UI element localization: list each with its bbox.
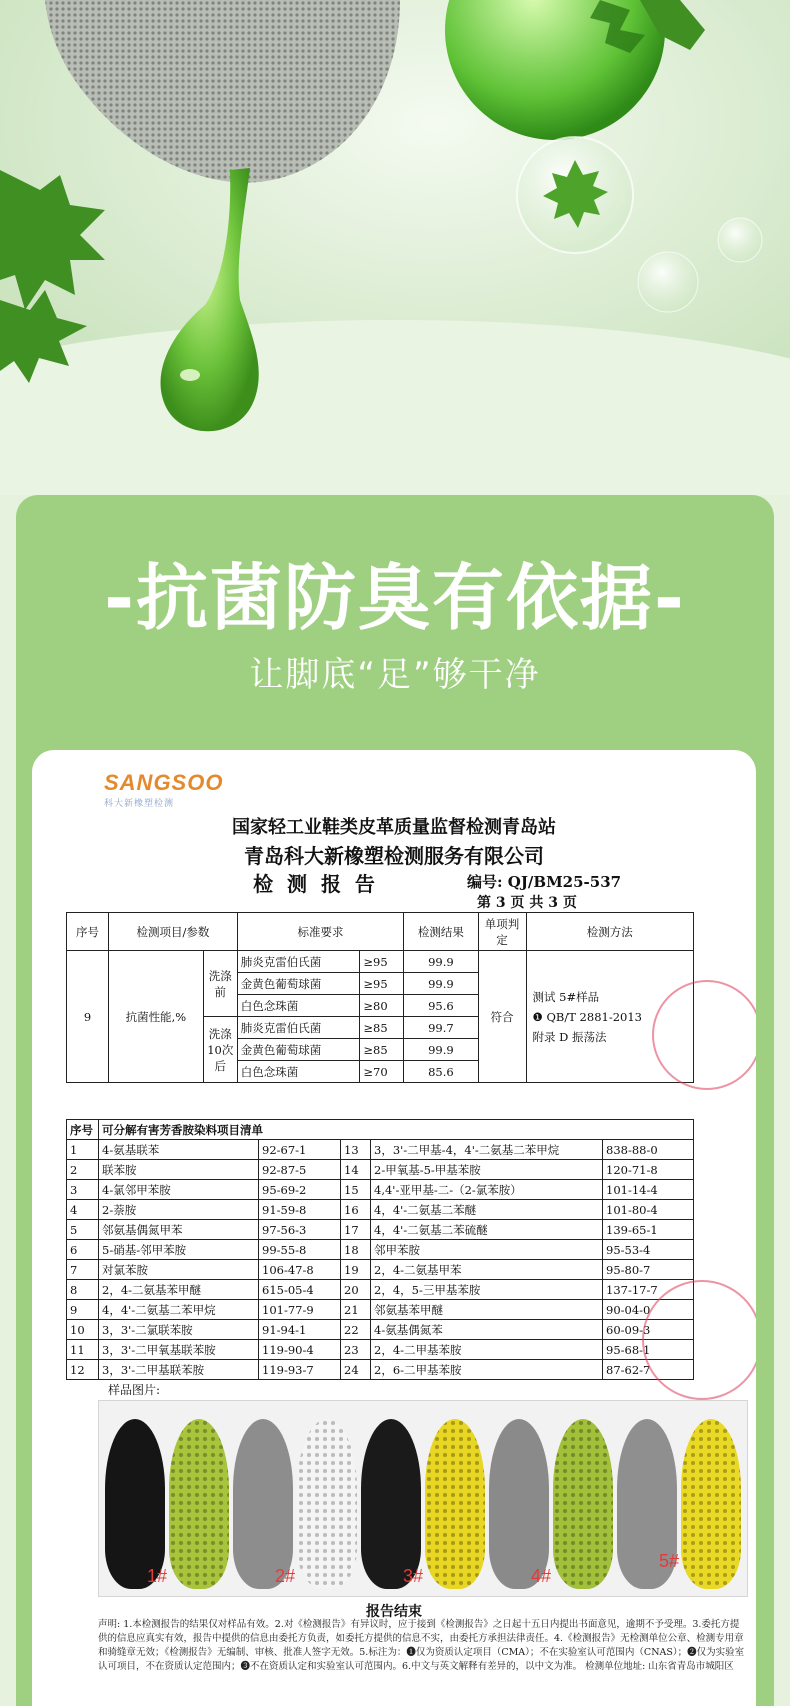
doc-title: 检 测 报 告 — [253, 872, 375, 896]
cell-seq: 17 — [341, 1220, 371, 1240]
table-row — [67, 1180, 694, 1200]
cell-cas: 119-90-4 — [259, 1340, 341, 1360]
th-requirement: 标准要求 — [237, 913, 403, 951]
cell-name: 邻甲苯胺 — [371, 1240, 603, 1260]
cell-seq: 23 — [341, 1340, 371, 1360]
cell-seq: 22 — [341, 1320, 371, 1340]
cell-cas: 106-47-8 — [259, 1260, 341, 1280]
cell-cas: 101-14-4 — [603, 1180, 694, 1200]
cell-name: 联苯胺 — [99, 1160, 259, 1180]
cell-result: 99.9 — [404, 973, 478, 995]
cell-cas: 95-53-4 — [603, 1240, 694, 1260]
cell-cas: 120-71-8 — [603, 1160, 694, 1180]
t2-header-seq: 序号 — [67, 1120, 99, 1140]
cell-name: 4，4'-二氨基二苯醚 — [371, 1200, 603, 1220]
insole-black-1 — [105, 1419, 168, 1589]
insole-yellow-2 — [681, 1419, 741, 1589]
cell-judgement: 符合 — [478, 951, 526, 1083]
table-row — [67, 1240, 694, 1260]
cell-seq: 18 — [341, 1240, 371, 1260]
method-line-3: 附录 D 振荡法 — [532, 1029, 607, 1044]
insole-grey-2 — [489, 1419, 552, 1589]
insole-green-1 — [169, 1419, 229, 1589]
cell-result: 99.9 — [404, 1039, 478, 1061]
cell-seq: 7 — [67, 1260, 99, 1280]
cell-seq: 9 — [67, 951, 109, 1083]
cell-organism: 肺炎克雷伯氏菌 — [237, 951, 360, 973]
hero-illustration — [0, 0, 790, 495]
sample-photo — [98, 1400, 748, 1597]
headline-title: -抗菌防臭有依据- — [104, 556, 686, 640]
th-result: 检测结果 — [404, 913, 478, 951]
cell-seq: 5 — [67, 1220, 99, 1240]
cell-name: 4,4'-亚甲基-二-（2-氯苯胺） — [371, 1180, 603, 1200]
report-end: 报告结束 — [366, 1604, 422, 1620]
cell-seq: 16 — [341, 1200, 371, 1220]
table-row — [67, 1320, 694, 1340]
cell-result: 99.7 — [404, 1017, 478, 1039]
cell-name: 3，3'-二氯联苯胺 — [99, 1320, 259, 1340]
cell-seq: 19 — [341, 1260, 371, 1280]
table-row — [67, 1300, 694, 1320]
sample-label: 样品图片: — [108, 1383, 161, 1397]
cell-name: 2，4-二甲基苯胺 — [371, 1340, 603, 1360]
cell-name: 2-甲氧基-5-甲基苯胺 — [371, 1160, 603, 1180]
cell-req: ≥95 — [360, 951, 404, 973]
cell-cas: 92-67-1 — [259, 1140, 341, 1160]
cell-req: ≥80 — [360, 995, 404, 1017]
table-row — [67, 1360, 694, 1380]
cell-seq: 24 — [341, 1360, 371, 1380]
logo-wordmark: SANGSOO — [104, 770, 224, 795]
red-seal-stamp-2 — [642, 1280, 756, 1400]
sample-number-2: 2# — [275, 1566, 296, 1586]
cell-seq: 14 — [341, 1160, 371, 1180]
cell-name: 3，3'-二甲基-4，4'-二氨基二苯甲烷 — [371, 1140, 603, 1160]
table-row — [67, 1280, 694, 1300]
cell-req: ≥70 — [360, 1061, 404, 1083]
cell-cas: 95-68-1 — [603, 1340, 694, 1360]
cell-req: ≥85 — [360, 1017, 404, 1039]
test-report-card — [32, 750, 756, 1706]
cell-name: 邻氨基偶氮甲苯 — [99, 1220, 259, 1240]
th-seq: 序号 — [67, 913, 109, 951]
cell-seq: 1 — [67, 1140, 99, 1160]
insole-black-2 — [361, 1419, 424, 1589]
cell-cas: 91-94-1 — [259, 1320, 341, 1340]
cell-cas: 838-88-0 — [603, 1140, 694, 1160]
cell-cas: 119-93-7 — [259, 1360, 341, 1380]
cell-seq: 20 — [341, 1280, 371, 1300]
company-logo — [104, 770, 224, 809]
org-line-2: 青岛科大新橡塑检测服务有限公司 — [244, 844, 544, 868]
cell-req: ≥85 — [360, 1039, 404, 1061]
cell-cas: 90-04-0 — [603, 1300, 694, 1320]
cell-seq: 11 — [67, 1340, 99, 1360]
cell-name: 2，4-二氨基苯甲醚 — [99, 1280, 259, 1300]
cell-organism: 白色念珠菌 — [237, 995, 360, 1017]
org-line-1: 国家轻工业鞋类皮革质量监督检测青岛站 — [232, 817, 556, 838]
table-row — [67, 1340, 694, 1360]
sample-number-3: 3# — [403, 1566, 424, 1586]
cell-cas: 97-56-3 — [259, 1220, 341, 1240]
cell-seq: 15 — [341, 1180, 371, 1200]
th-method: 检测方法 — [526, 913, 693, 951]
cell-result: 95.6 — [404, 995, 478, 1017]
cell-seq: 12 — [67, 1360, 99, 1380]
th-judgement: 单项判定 — [478, 913, 526, 951]
cell-seq: 2 — [67, 1160, 99, 1180]
cell-name: 邻氨基苯甲醚 — [371, 1300, 603, 1320]
table-row — [67, 1160, 694, 1180]
t2-header-title: 可分解有害芳香胺染料项目清单 — [99, 1120, 694, 1140]
insole-yellow-1 — [425, 1419, 485, 1589]
cell-name: 3，3'-二甲基联苯胺 — [99, 1360, 259, 1380]
cell-name: 4，4'-二氨基二苯甲烷 — [99, 1300, 259, 1320]
hero-banner — [0, 0, 790, 495]
cell-seq: 13 — [341, 1140, 371, 1160]
cell-result: 99.9 — [404, 951, 478, 973]
cell-cas: 99-55-8 — [259, 1240, 341, 1260]
cell-seq: 9 — [67, 1300, 99, 1320]
cell-result: 85.6 — [404, 1061, 478, 1083]
logo-subtext: 科大新橡塑检测 — [104, 799, 175, 809]
cell-organism: 白色念珠菌 — [237, 1061, 360, 1083]
cell-cas: 60-09-3 — [603, 1320, 694, 1340]
cell-cas: 101-77-9 — [259, 1300, 341, 1320]
cell-organism: 肺炎克雷伯氏菌 — [237, 1017, 360, 1039]
cell-name: 4-氨基联苯 — [99, 1140, 259, 1160]
cell-cas: 91-59-8 — [259, 1200, 341, 1220]
table-row — [67, 1220, 694, 1240]
cell-name: 2，4-二氨基甲苯 — [371, 1260, 603, 1280]
declaration-text: 声明: 1.本检测报告的结果仅对样品有效。2.对《检测报告》有异议时，应于接到《检测报告》之日起十五日内提出书面意见，逾期不予受理。3.委托方提供的信息应真实有效，报告中提供的信息由委托方负责，如委托方提供的信息不实，由委托方承担法律责任。4.《检测报告》无检测单位公章、检测专用章和骑缝章无效；《检测报告》无编制、审核、批准人签字无效。5.标注为：❶仅为资质认定项目（CMA）；不在实验室认可范围内（CNAS）；❷仅为实验室认可项目，不在资质认定范围内；❸不在资质认定和实验室认可范围内。6.中文与英文解释有差异的，以中文为准。 检测单位地址: 山东省青岛市城阳区 — [98, 1619, 745, 1672]
cell-group-after: 洗涤10次后 — [203, 1017, 237, 1083]
th-item: 检测项目/参数 — [109, 913, 238, 951]
cell-name: 2-萘胺 — [99, 1200, 259, 1220]
cell-seq: 3 — [67, 1180, 99, 1200]
cell-cas: 87-62-7 — [603, 1360, 694, 1380]
cell-item: 抗菌性能,% — [109, 951, 204, 1083]
sample-number-5: 5# — [659, 1551, 680, 1571]
page-info: 第 3 页 共 3 页 — [477, 895, 577, 911]
cell-cas: 139-65-1 — [603, 1220, 694, 1240]
cell-name: 4-氯邻甲苯胺 — [99, 1180, 259, 1200]
cell-seq: 21 — [341, 1300, 371, 1320]
cell-seq: 4 — [67, 1200, 99, 1220]
cell-organism: 金黄色葡萄球菌 — [237, 1039, 360, 1061]
sample-number-4: 4# — [531, 1566, 552, 1586]
cell-cas: 615-05-4 — [259, 1280, 341, 1300]
sample-number-1: 1# — [147, 1566, 168, 1586]
cell-seq: 8 — [67, 1280, 99, 1300]
table-row — [67, 1200, 694, 1220]
cell-cas: 95-80-7 — [603, 1260, 694, 1280]
report-number: 编号: QJ/BM25-537 — [467, 873, 622, 891]
cell-cas: 137-17-7 — [603, 1280, 694, 1300]
cell-cas: 95-69-2 — [259, 1180, 341, 1200]
table-row — [67, 1260, 694, 1280]
insole-grey-1 — [233, 1419, 296, 1589]
cell-name: 5-硝基-邻甲苯胺 — [99, 1240, 259, 1260]
cell-name: 对氯苯胺 — [99, 1260, 259, 1280]
cell-cas: 101-80-4 — [603, 1200, 694, 1220]
cell-group-before: 洗涤前 — [203, 951, 237, 1017]
antibacterial-results-table — [66, 912, 694, 1083]
cell-name: 3，3'-二甲氧基联苯胺 — [99, 1340, 259, 1360]
cell-name: 4-氨基偶氮苯 — [371, 1320, 603, 1340]
method-line-2: ❶ QB/T 2881-2013 — [532, 1009, 642, 1024]
cell-name: 4，4'-二氨基二苯硫醚 — [371, 1220, 603, 1240]
cell-req: ≥95 — [360, 973, 404, 995]
cell-name: 2，4，5-三甲基苯胺 — [371, 1280, 603, 1300]
cell-seq: 10 — [67, 1320, 99, 1340]
insole-green-2 — [553, 1419, 613, 1589]
cell-organism: 金黄色葡萄球菌 — [237, 973, 360, 995]
cell-cas: 92-87-5 — [259, 1160, 341, 1180]
table-row — [67, 1140, 694, 1160]
cell-name: 2，6-二甲基苯胺 — [371, 1360, 603, 1380]
method-line-1: 测试 5#样品 — [532, 989, 600, 1004]
insole-white-1 — [297, 1419, 357, 1589]
red-seal-stamp-1 — [652, 980, 756, 1090]
aromatic-amine-table — [66, 1119, 694, 1380]
headline-subtitle: 让脚底“足”够干净 — [249, 655, 541, 695]
cell-seq: 6 — [67, 1240, 99, 1260]
